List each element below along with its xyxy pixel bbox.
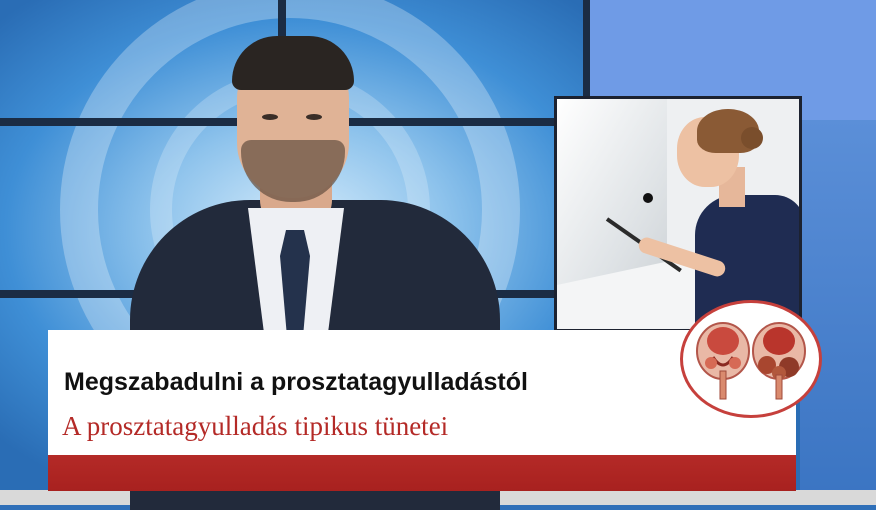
subheadline: A prosztatagyulladás tipikus tünetei xyxy=(62,411,449,441)
lower-third-accent-bar xyxy=(48,455,796,491)
prostate-icon xyxy=(691,311,811,407)
microphone-icon xyxy=(643,193,653,203)
studio-panel xyxy=(800,120,876,505)
anchor-eye xyxy=(306,114,322,120)
headline: Megszabadulni a prosztatagyulladástól xyxy=(64,368,528,396)
anchor-hair xyxy=(232,36,354,90)
prostate-anatomy-illustration xyxy=(680,300,822,418)
anchor-eye xyxy=(262,114,278,120)
speaker-hair-bun xyxy=(741,127,763,149)
woman-speaking-at-podium-photo xyxy=(554,96,802,332)
